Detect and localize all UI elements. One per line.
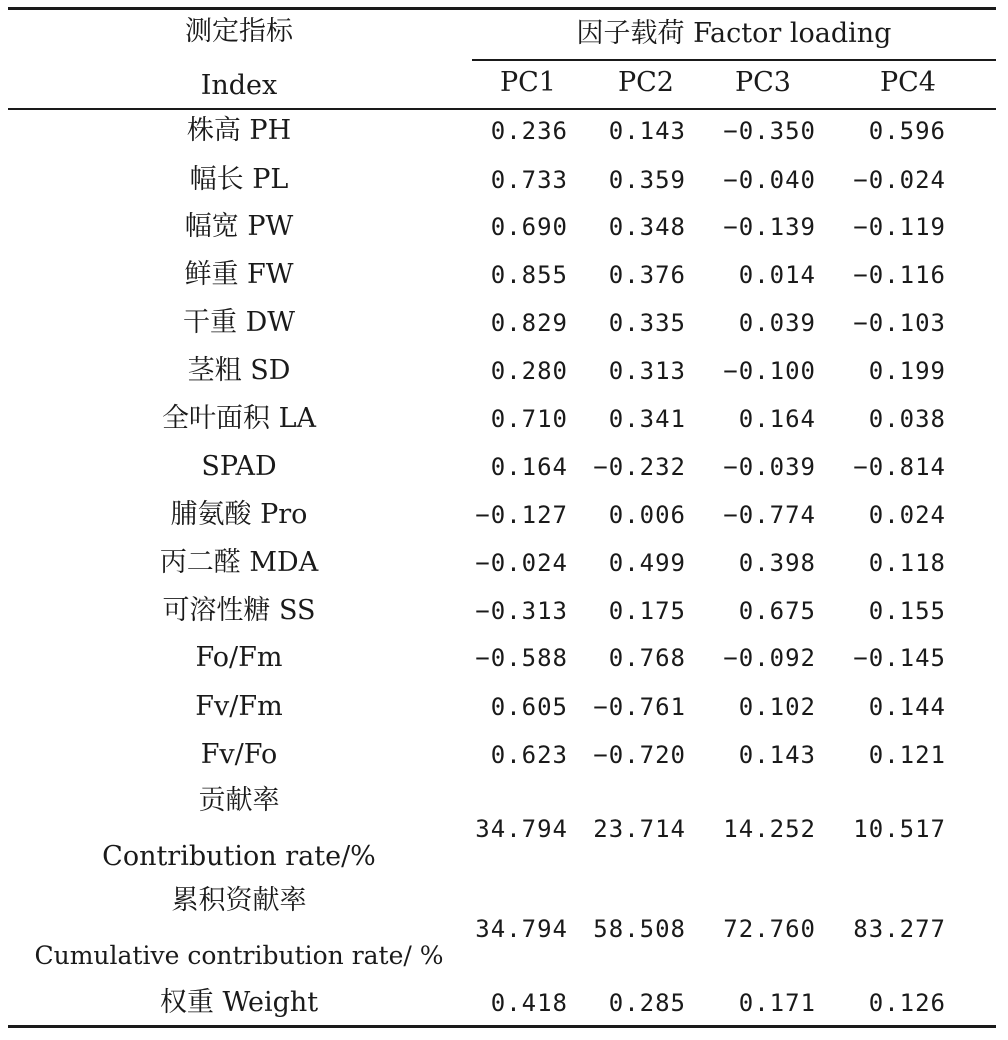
row-pc2: 0.006 <box>608 501 686 529</box>
contribution-pc2: 23.714 <box>593 815 686 843</box>
header-index-cn: 测定指标 <box>185 16 293 47</box>
table-row <box>0 498 1008 532</box>
weight-label: 权重 Weight <box>159 987 319 1018</box>
row-pc4: 0.144 <box>868 693 946 721</box>
row-pc3: −0.100 <box>723 357 816 385</box>
row-label: 干重 DW <box>183 307 295 338</box>
bottom-rule <box>8 1025 996 1028</box>
row-pc1: 0.164 <box>490 453 568 481</box>
row-pc4: 0.118 <box>868 549 946 577</box>
row-pc1: −0.024 <box>475 549 568 577</box>
header-pc4: PC4 <box>879 67 936 98</box>
row-pc2: 0.499 <box>608 549 686 577</box>
table-row <box>0 738 1008 772</box>
contribution-label-cn: 贡献率 <box>198 785 280 816</box>
row-pc2: 0.335 <box>608 309 686 337</box>
row-pc3: 0.039 <box>738 309 816 337</box>
row-label: 株高 PH <box>186 115 292 146</box>
row-pc1: 0.690 <box>490 213 568 241</box>
row-pc2: 0.359 <box>608 166 686 194</box>
row-pc2: 0.341 <box>608 405 686 433</box>
table-row <box>0 450 1008 484</box>
row-pc3: 0.398 <box>738 549 816 577</box>
weight-pc3: 0.171 <box>738 989 816 1017</box>
row-pc1: 0.605 <box>490 693 568 721</box>
row-label: SPAD <box>201 451 277 482</box>
row-label: Fo/Fm <box>195 642 283 673</box>
cumulative-pc2: 58.508 <box>593 915 686 943</box>
row-pc2: 0.313 <box>608 357 686 385</box>
row-pc1: −0.127 <box>475 501 568 529</box>
row-pc3: 0.014 <box>738 261 816 289</box>
row-pc3: −0.350 <box>723 117 816 145</box>
contribution-pc1: 34.794 <box>475 815 568 843</box>
table-row <box>0 210 1008 244</box>
top-rule <box>8 7 996 10</box>
row-label: 脯氨酸 Pro <box>170 499 308 530</box>
row-pc4: 0.155 <box>868 597 946 625</box>
row-pc4: 0.024 <box>868 501 946 529</box>
row-pc3: 0.102 <box>738 693 816 721</box>
row-label: 全叶面积 LA <box>161 403 316 434</box>
row-pc1: 0.236 <box>490 117 568 145</box>
table-row <box>0 690 1008 724</box>
weight-pc1: 0.418 <box>490 989 568 1017</box>
row-label: Fv/Fo <box>200 739 278 770</box>
row-pc3: 0.164 <box>738 405 816 433</box>
table-row <box>0 306 1008 340</box>
row-pc2: 0.143 <box>608 117 686 145</box>
table-row <box>0 641 1008 675</box>
row-pc2: 0.376 <box>608 261 686 289</box>
contribution-label-en: Contribution rate/% <box>102 841 376 872</box>
row-label: 可溶性糖 SS <box>162 595 316 626</box>
row-pc1: 0.280 <box>490 357 568 385</box>
row-pc2: −0.232 <box>593 453 686 481</box>
table-row <box>0 402 1008 436</box>
header-pc3: PC3 <box>734 67 791 98</box>
header-index-en: Index <box>200 70 278 101</box>
header-factor-loading: 因子载荷 Factor loading <box>576 18 892 49</box>
row-pc1: −0.588 <box>475 644 568 672</box>
row-pc1: 0.623 <box>490 741 568 769</box>
weight-pc4: 0.126 <box>868 989 946 1017</box>
row-pc4: −0.119 <box>853 213 946 241</box>
row-pc4: −0.814 <box>853 453 946 481</box>
row-label: 丙二醛 MDA <box>159 547 319 578</box>
contribution-pc3: 14.252 <box>723 815 816 843</box>
row-pc2: −0.720 <box>593 741 686 769</box>
cumulative-pc1: 34.794 <box>475 915 568 943</box>
table-row <box>0 163 1008 197</box>
row-label: Fv/Fm <box>195 691 283 722</box>
row-label: 幅宽 PW <box>184 211 294 242</box>
table-row <box>0 354 1008 388</box>
row-pc4: −0.024 <box>853 166 946 194</box>
row-pc1: −0.313 <box>475 597 568 625</box>
row-pc3: −0.774 <box>723 501 816 529</box>
row-label: 茎粗 SD <box>187 355 291 386</box>
row-label: 幅长 PL <box>189 164 289 195</box>
row-pc1: 0.733 <box>490 166 568 194</box>
row-pc2: 0.348 <box>608 213 686 241</box>
row-pc3: −0.039 <box>723 453 816 481</box>
row-pc3: 0.675 <box>738 597 816 625</box>
header-pc1: PC1 <box>499 67 556 98</box>
row-label: 鲜重 FW <box>184 259 294 290</box>
row-pc4: 0.038 <box>868 405 946 433</box>
row-pc2: −0.761 <box>593 693 686 721</box>
row-pc1: 0.855 <box>490 261 568 289</box>
row-pc2: 0.175 <box>608 597 686 625</box>
header-rule <box>8 108 996 110</box>
row-pc3: −0.040 <box>723 166 816 194</box>
row-pc4: −0.103 <box>853 309 946 337</box>
cumulative-label-en: Cumulative contribution rate/ % <box>34 941 444 970</box>
row-pc4: −0.145 <box>853 644 946 672</box>
row-pc4: 0.199 <box>868 357 946 385</box>
row-pc2: 0.768 <box>608 644 686 672</box>
table-row <box>0 258 1008 292</box>
row-pc4: 0.121 <box>868 741 946 769</box>
header-subrule <box>472 59 996 61</box>
row-pc3: 0.143 <box>738 741 816 769</box>
cumulative-pc3: 72.760 <box>723 915 816 943</box>
row-pc3: −0.139 <box>723 213 816 241</box>
cumulative-pc4: 83.277 <box>853 915 946 943</box>
table-row <box>0 594 1008 628</box>
row-pc4: −0.116 <box>853 261 946 289</box>
row-pc3: −0.092 <box>723 644 816 672</box>
cumulative-label-cn: 累积资献率 <box>171 885 307 916</box>
table-row <box>0 114 1008 148</box>
table-row <box>0 546 1008 580</box>
row-pc1: 0.710 <box>490 405 568 433</box>
row-pc4: 0.596 <box>868 117 946 145</box>
contribution-pc4: 10.517 <box>853 815 946 843</box>
weight-pc2: 0.285 <box>608 989 686 1017</box>
header-pc2: PC2 <box>617 67 674 98</box>
row-pc1: 0.829 <box>490 309 568 337</box>
